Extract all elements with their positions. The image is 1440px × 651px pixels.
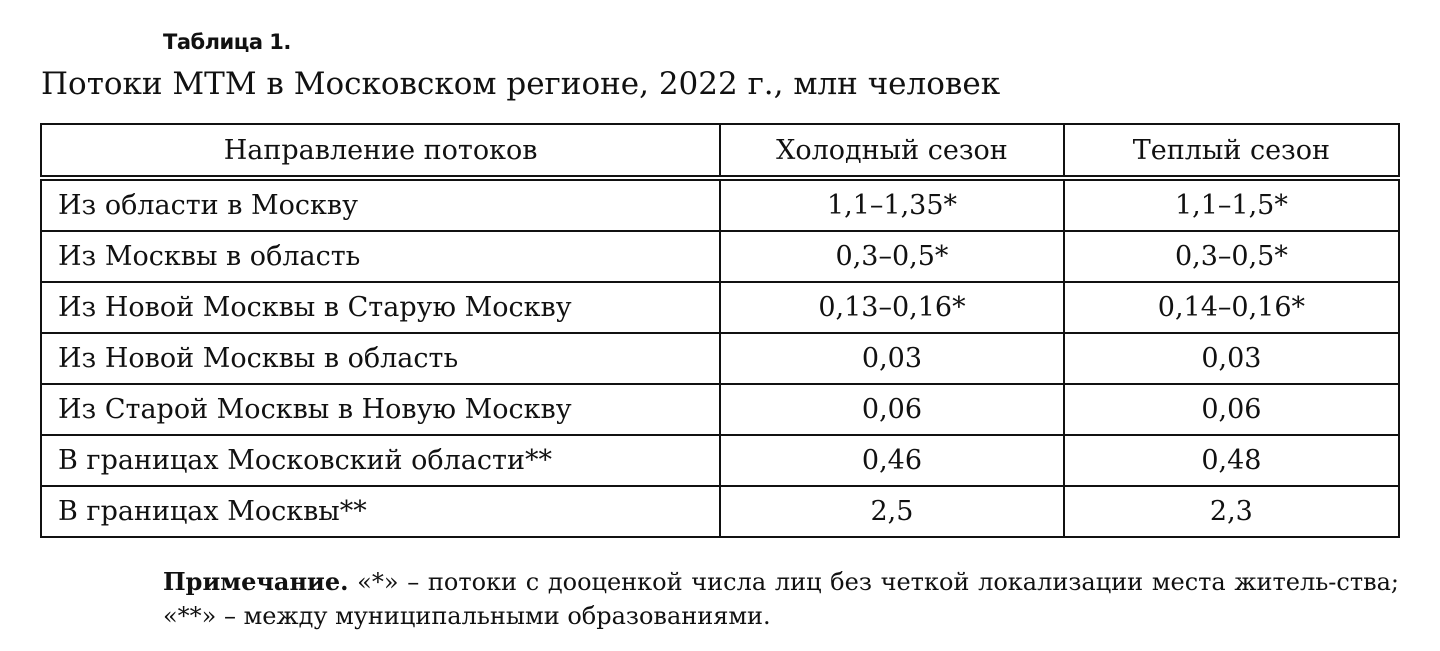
warm-season-cell: 0,48 — [1064, 435, 1399, 486]
data-table — [40, 123, 1400, 538]
warm-season-cell: 0,06 — [1064, 384, 1399, 435]
footnote-text: «*» – потоки с дооценкой числа лиц без четкой локализации места житель-ства; «**» – между муниципальными образованиями. — [163, 568, 1399, 630]
table-header-row — [41, 124, 1399, 178]
cold-season-cell: 1,1–1,35* — [720, 178, 1064, 231]
table-row — [41, 333, 1399, 384]
header-cold-season: Холодный сезон — [720, 124, 1064, 178]
direction-cell: Из Москвы в область — [41, 231, 720, 282]
direction-cell: В границах Москвы** — [41, 486, 720, 537]
cold-season-cell: 0,3–0,5* — [720, 231, 1064, 282]
table-row — [41, 384, 1399, 435]
table-row — [41, 231, 1399, 282]
warm-season-cell: 0,03 — [1064, 333, 1399, 384]
footnote-label: Примечание. — [163, 567, 349, 596]
table-row — [41, 435, 1399, 486]
direction-cell: В границах Московский области** — [41, 435, 720, 486]
cold-season-cell: 2,5 — [720, 486, 1064, 537]
table-row — [41, 486, 1399, 537]
table-title: Потоки МТМ в Московском регионе, 2022 г., млн человек — [41, 66, 1001, 102]
direction-cell: Из области в Москву — [41, 178, 720, 231]
direction-cell: Из Старой Москвы в Новую Москву — [41, 384, 720, 435]
warm-season-cell: 2,3 — [1064, 486, 1399, 537]
cold-season-cell: 0,46 — [720, 435, 1064, 486]
table-footnote — [163, 565, 1399, 633]
table-number-label: Таблица 1. — [163, 30, 291, 54]
direction-cell: Из Новой Москвы в Старую Москву — [41, 282, 720, 333]
cold-season-cell: 0,03 — [720, 333, 1064, 384]
warm-season-cell: 0,14–0,16* — [1064, 282, 1399, 333]
header-direction: Направление потоков — [41, 124, 720, 178]
direction-cell: Из Новой Москвы в область — [41, 333, 720, 384]
cold-season-cell: 0,06 — [720, 384, 1064, 435]
warm-season-cell: 0,3–0,5* — [1064, 231, 1399, 282]
warm-season-cell: 1,1–1,5* — [1064, 178, 1399, 231]
table-row — [41, 282, 1399, 333]
cold-season-cell: 0,13–0,16* — [720, 282, 1064, 333]
header-warm-season: Теплый сезон — [1064, 124, 1399, 178]
table-row — [41, 178, 1399, 231]
